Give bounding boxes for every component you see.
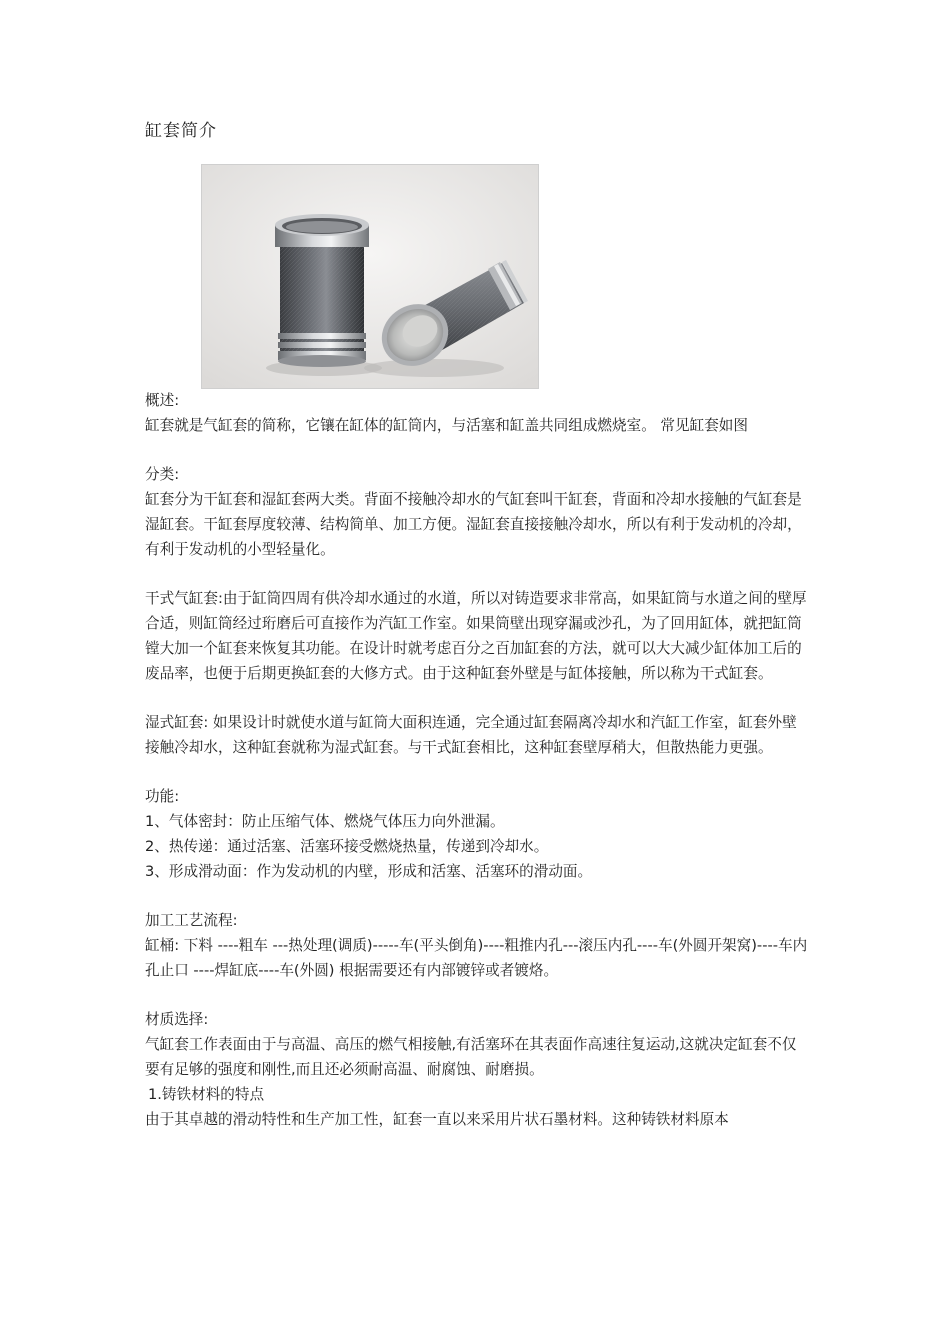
material-heading: 材质选择:	[145, 1011, 209, 1028]
process-heading: 加工工艺流程:	[145, 912, 238, 929]
material-subheading: 1.铸铁材料的特点	[148, 1086, 265, 1103]
process-text: 缸桶: 下料 ----粗车 ---热处理(调质)-----车(平头倒角)----粗推内孔---滚压内孔----车(外圆开架窝)----车内孔止口 ----焊缸底----车(外圆) 根据需要还有内部镀锌或者镀烙。	[145, 937, 808, 979]
function-item: 1、气体密封：防止压缩气体、燃烧气体压力向外泄漏。	[145, 813, 505, 830]
dry-liner-text: 干式气缸套:由于缸筒四周有供冷却水通过的水道，所以对铸造要求非常高，如果缸筒与水道之间的壁厚合适，则缸筒经过珩磨后可直接作为汽缸工作室。如果筒壁出现穿漏或沙孔，为了回用缸体，就把缸筒镗大加一个缸套来恢复其功能。在设计时就考虑百分之百加缸套的方法，就可以大大减少缸体加工后的废品率，也便于后期更换缸套的大修方式。由于这种缸套外壁是与缸体接触，所以称为干式缸套。	[145, 590, 807, 682]
classification-heading: 分类:	[145, 466, 180, 483]
classification-text: 缸套分为干缸套和湿缸套两大类。背面不接触冷却水的气缸套叫干缸套，背面和冷却水接触的气缸套是湿缸套。干缸套厚度较薄、结构简单、加工方便。湿缸套直接接触冷却水，所以有利于发动机的冷却，有利于发动机的小型轻量化。	[145, 491, 802, 558]
function-item: 3、形成滑动面：作为发动机的内壁，形成和活塞、活塞环的滑动面。	[145, 863, 593, 880]
overview-heading: 概述:	[145, 392, 180, 409]
functions-heading: 功能:	[145, 788, 180, 805]
overview-text: 缸套就是气缸套的简称，它镶在缸体的缸筒内，与活塞和缸盖共同组成燃烧室。 常见缸套如图	[145, 417, 748, 434]
function-item: 2、热传递：通过活塞、活塞环接受燃烧热量，传递到冷却水。	[145, 838, 549, 855]
wet-liner-text: 湿式缸套: 如果设计时就使水道与缸筒大面积连通，完全通过缸套隔离冷却水和汽缸工作室，缸套外壁接触冷却水，这种缸套就称为湿式缸套。与干式缸套相比，这种缸套壁厚稍大，但散热能力更强。	[145, 714, 797, 756]
material-text: 气缸套工作表面由于与高温、高压的燃气相接触,有活塞环在其表面作高速往复运动,这就决定缸套不仅要有足够的强度和刚性,而且还必须耐高温、耐腐蚀、耐磨损。	[145, 1036, 797, 1078]
document-body	[145, 388, 809, 1132]
cylinder-liners-photo	[201, 164, 539, 389]
page-title: 缸套简介	[145, 121, 217, 141]
material-subtext: 由于其卓越的滑动特性和生产加工性，缸套一直以来采用片状石墨材料。这种铸铁材料原本	[145, 1111, 729, 1128]
